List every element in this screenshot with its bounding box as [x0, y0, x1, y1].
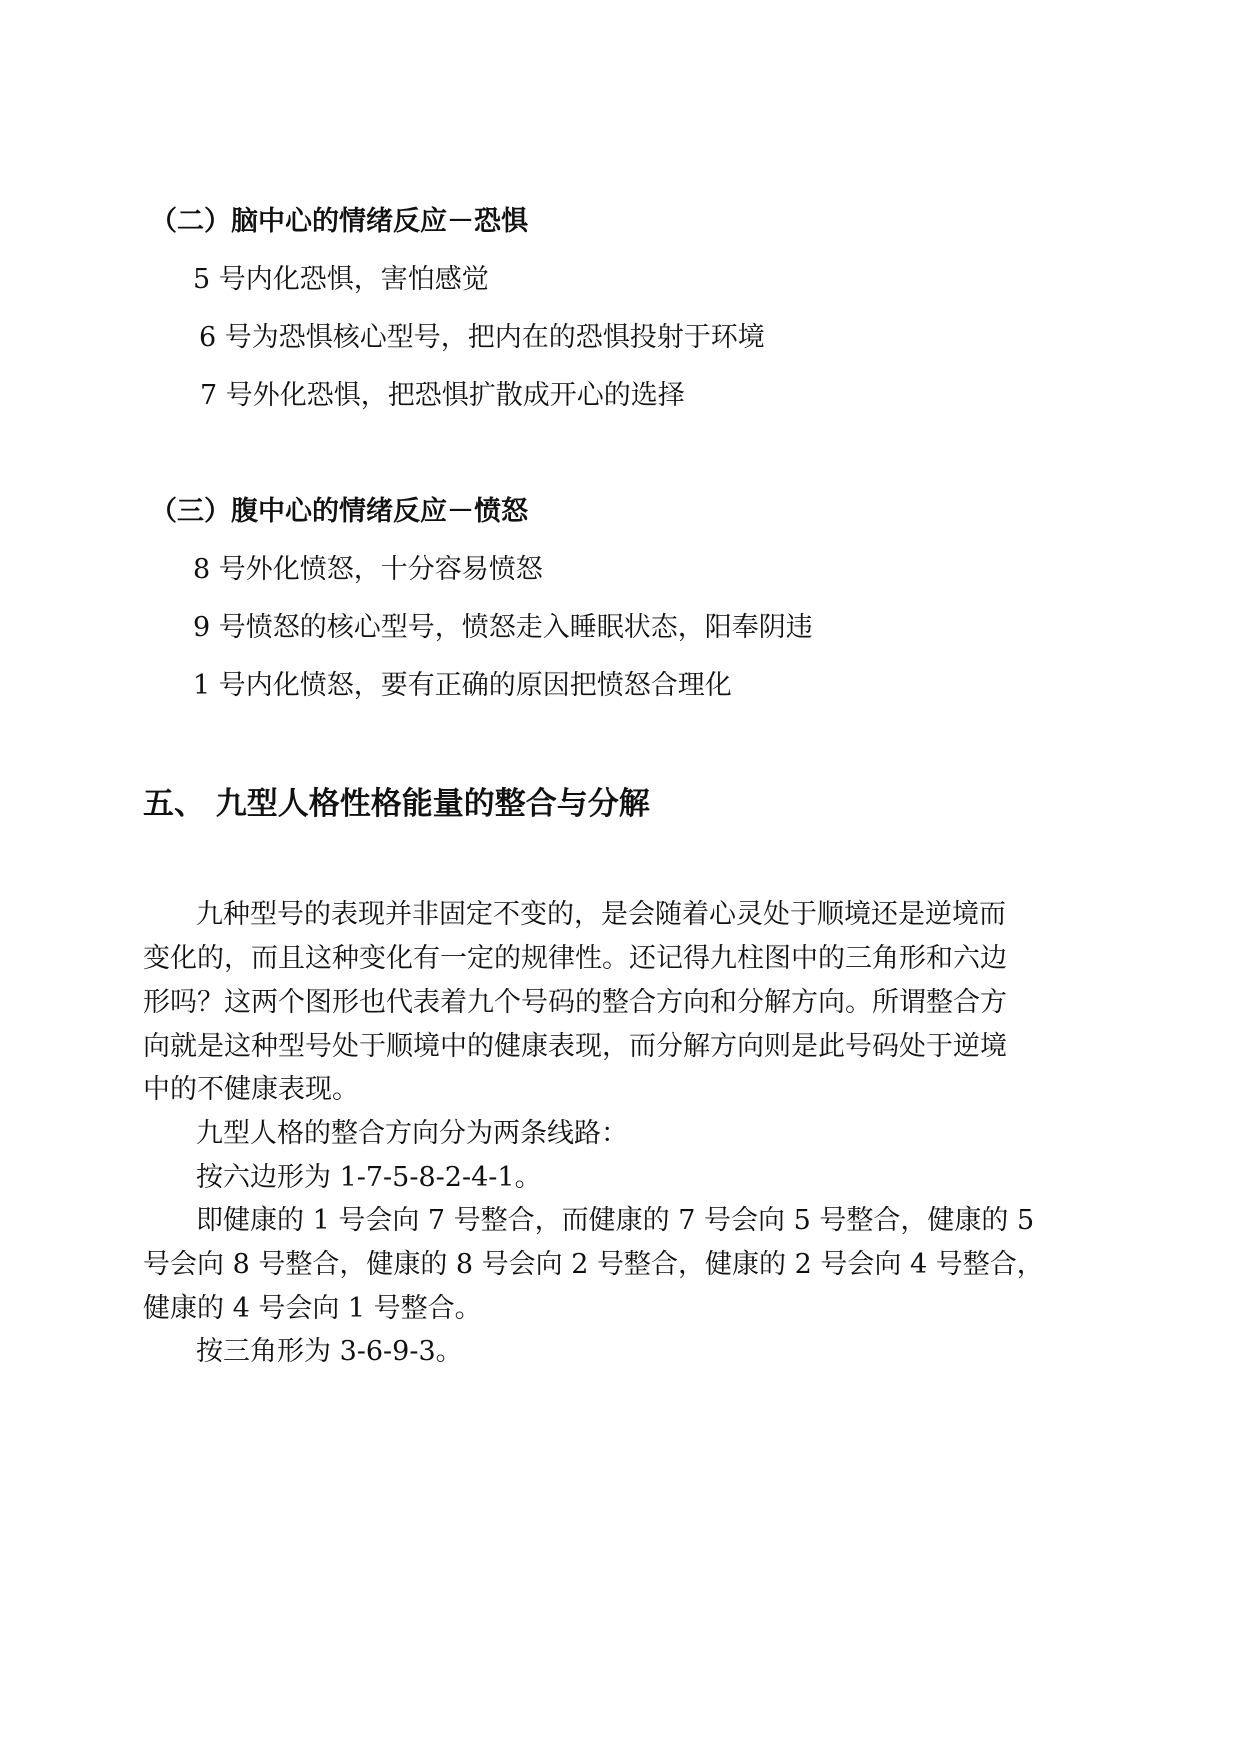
fear-section-heading: （二）脑中心的情绪反应－恐惧: [150, 206, 528, 237]
body-paragraph-2: 九型人格的整合方向分为两条线路：: [196, 1118, 628, 1149]
body-paragraph-4-line-1: 即健康的 1 号会向 7 号整合，而健康的 7 号会向 5 号整合，健康的 5: [196, 1205, 1035, 1236]
body-paragraph-3: 按六边形为 1-7-5-8-2-4-1。: [196, 1162, 542, 1193]
body-paragraph-5: 按三角形为 3-6-9-3。: [196, 1336, 463, 1367]
body-paragraph-1-line-1: 九种型号的表现并非固定不变的，是会随着心灵处于顺境还是逆境而: [196, 899, 1006, 930]
anger-item-9: 9 号愤怒的核心型号，愤怒走入睡眠状态，阳奉阴违: [193, 612, 813, 643]
anger-item-8: 8 号外化愤怒，十分容易愤怒: [193, 554, 543, 585]
body-paragraph-1-line-5: 中的不健康表现。: [143, 1074, 359, 1105]
fear-item-5: 5 号内化恐惧，害怕感觉: [193, 264, 489, 295]
body-paragraph-1-line-3: 形吗？这两个图形也代表着九个号码的整合方向和分解方向。所谓整合方: [143, 987, 1007, 1018]
body-paragraph-1-line-2: 变化的，而且这种变化有一定的规律性。还记得九柱图中的三角形和六边: [143, 943, 1007, 974]
body-paragraph-4-line-2: 号会向 8 号整合，健康的 8 号会向 2 号整合，健康的 2 号会向 4 号整合，: [143, 1249, 1044, 1280]
fear-item-7: 7 号外化恐惧，把恐惧扩散成开心的选择: [200, 380, 685, 411]
body-paragraph-1-line-4: 向就是这种型号处于顺境中的健康表现，而分解方向则是此号码处于逆境: [143, 1031, 1007, 1062]
body-paragraph-4-line-3: 健康的 4 号会向 1 号整合。: [143, 1293, 482, 1324]
anger-item-1: 1 号内化愤怒，要有正确的原因把愤怒合理化: [193, 670, 732, 701]
chapter-title: 五、 九型人格性格能量的整合与分解: [143, 786, 650, 822]
fear-item-6: 6 号为恐惧核心型号，把内在的恐惧投射于环境: [199, 322, 765, 353]
anger-section-heading: （三）腹中心的情绪反应－愤怒: [150, 496, 528, 527]
